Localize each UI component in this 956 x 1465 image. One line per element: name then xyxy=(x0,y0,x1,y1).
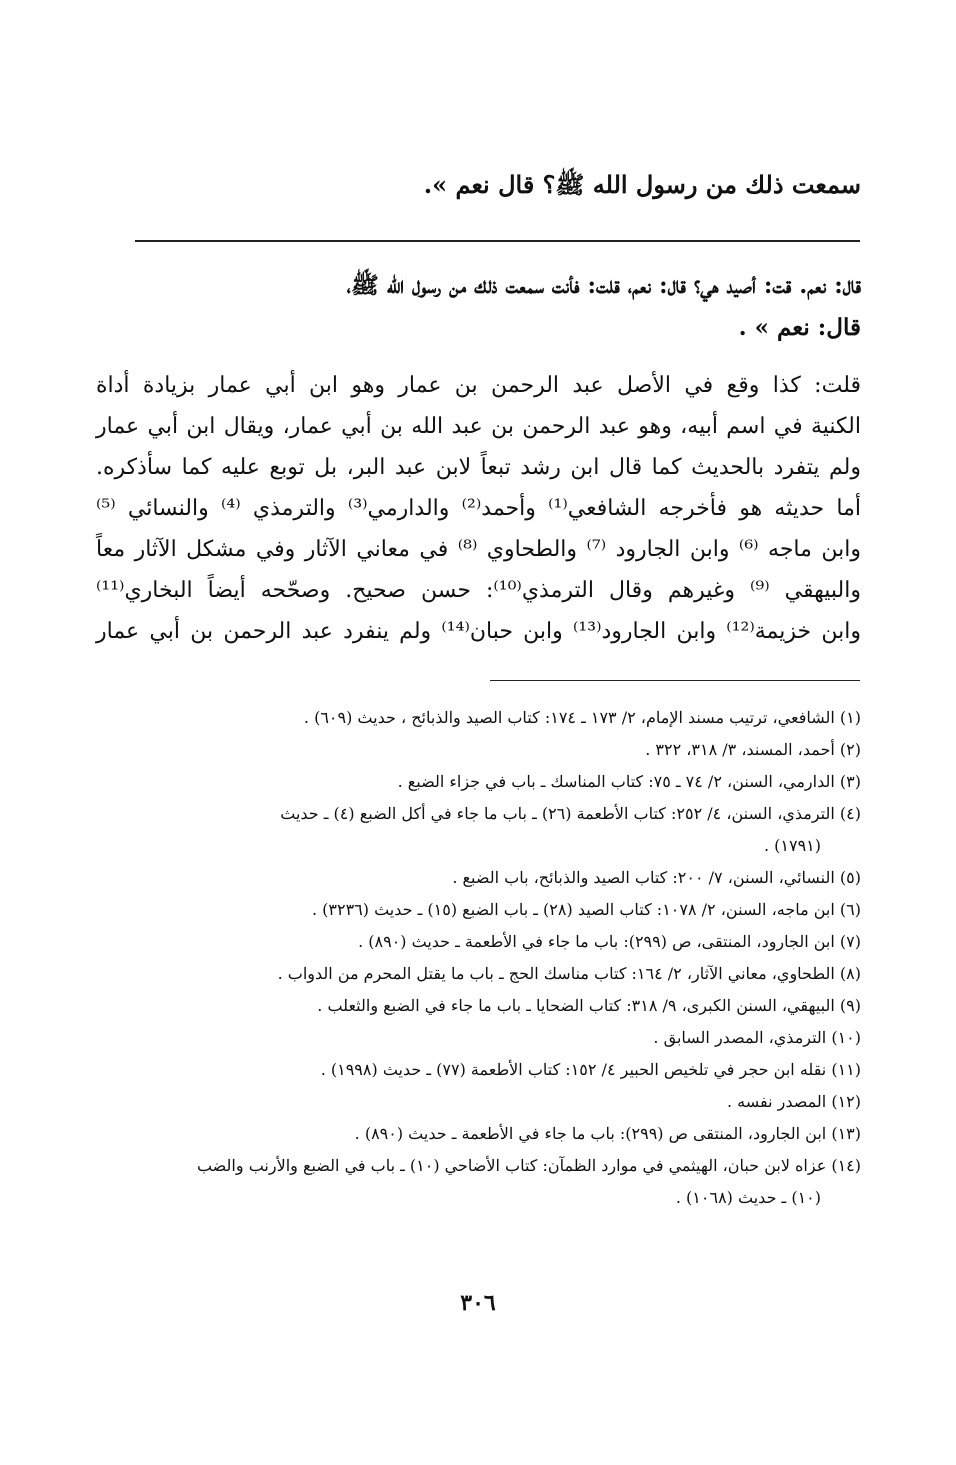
commentary-paragraph xyxy=(96,365,861,652)
quote-line: قال: نعم. قت: أصيد هي؟ قال: نعم، قلت: فأنت سمعت ذلك من رسول الله ﷺ، xyxy=(346,272,861,299)
body-line: وابن ماجه ⁽⁶⁾ وابن الجارود ⁽⁷⁾ والطحاوي ⁽⁸⁾ في معاني الآثار وفي مشكل الآثار معاً xyxy=(96,537,861,562)
footnote: (٦) ابن ماجه، السنن، ٢/ ١٠٧٨: كتاب الصيد (٢٨) ـ باب الضبع (١٥) ـ حديث (٣٢٣٦) . xyxy=(311,900,861,919)
footnote-continuation: (١٧٩١) . xyxy=(763,836,821,855)
section-divider xyxy=(135,240,860,242)
body-line: ولم يتفرد بالحديث كما قال ابن رشد تبعاً لابن عبد البر، بل توبع عليه كما سأذكره. xyxy=(96,455,861,480)
continuation-line: سمعت ذلك من رسول الله ﷺ؟ قال نعم ». xyxy=(423,170,861,199)
footnote: (١١) نقله ابن حجر في تلخيص الحبير ٤/ ١٥٢: كتاب الأطعمة (٧٧) ـ حديث (١٩٩٨) . xyxy=(320,1060,861,1079)
footnote-continuation: (١٠) ـ حديث (١٠٦٨) . xyxy=(675,1188,821,1207)
body-line: وابن خزيمة⁽¹²⁾ وابن الجارود⁽¹³⁾ وابن حبان⁽¹⁴⁾ ولم ينفرد عبد الرحمن بن أبي عمار xyxy=(96,619,861,644)
footnote: (٢) أحمد، المسند، ٣/ ٣١٨، ٣٢٢ . xyxy=(645,740,861,759)
footnote: (٧) ابن الجارود، المنتقى، ص (٢٩٩): باب ما جاء في الأطعمة ـ حديث (٨٩٠) . xyxy=(358,932,861,951)
footnote: (٤) الترمذي، السنن، ٤/ ٢٥٢: كتاب الأطعمة (٢٦) ـ باب ما جاء في أكل الضبع (٤) ـ حديث xyxy=(280,804,861,823)
footnote: (٥) النسائي، السنن، ٧/ ٢٠٠: كتاب الصيد والذبائح، باب الضبع . xyxy=(452,868,861,887)
body-line: قلت: كذا وقع في الأصل عبد الرحمن بن عمار وهو ابن أبي عمار بزيادة أداة xyxy=(96,373,861,398)
footnote: (٨) الطحاوي، معاني الآثار، ٢/ ١٦٤: كتاب مناسك الحج ـ باب ما يقتل المحرم من الدواب . xyxy=(277,964,861,983)
footnote: (١٣) ابن الجارود، المنتقى ص (٢٩٩): باب ما جاء في الأطعمة ـ حديث (٨٩٠) . xyxy=(354,1124,861,1143)
footnote-divider xyxy=(490,680,860,681)
footnote: (١٢) المصدر نفسه . xyxy=(727,1092,861,1111)
quoted-text xyxy=(96,265,861,349)
quote-line: قال: نعم » . xyxy=(738,314,861,341)
body-line: أما حديثه هو فأخرجه الشافعي⁽¹⁾ وأحمد⁽²⁾ والدارمي⁽³⁾ والترمذي ⁽⁴⁾ والنسائي ⁽⁵⁾ xyxy=(96,496,861,521)
body-line: الكنية في اسم أبيه، وهو عبد الرحمن بن عبد الله بن أبي عمار، ويقال ابن أبي عمار xyxy=(96,414,861,439)
page-number: ٣٠٦ xyxy=(460,1290,496,1316)
body-line: والبيهقي ⁽⁹⁾ وغيرهم وقال الترمذي⁽¹⁰⁾: حسن صحيح. وصحّحه أيضاً البخاري⁽¹¹⁾ xyxy=(96,578,861,603)
footnote: (١٤) عزاه لابن حبان، الهيثمي في موارد الظمآن: كتاب الأضاحي (١٠) ـ باب في الضبع والأرنب والضب xyxy=(196,1156,861,1175)
footnotes xyxy=(131,702,861,1214)
footnote: (٣) الدارمي، السنن، ٢/ ٧٤ ـ ٧٥: كتاب المناسك ـ باب في جزاء الضبع . xyxy=(397,772,861,791)
footnote: (٩) البيهقي، السنن الكبرى، ٩/ ٣١٨: كتاب الضحايا ـ باب ما جاء في الضبع والثعلب . xyxy=(317,996,861,1015)
footnote: (١٠) الترمذي، المصدر السابق . xyxy=(653,1028,861,1047)
footnote: (١) الشافعي، ترتيب مسند الإمام، ٢/ ١٧٣ ـ ١٧٤: كتاب الصيد والذبائح ، حديث (٦٠٩) . xyxy=(303,708,861,727)
